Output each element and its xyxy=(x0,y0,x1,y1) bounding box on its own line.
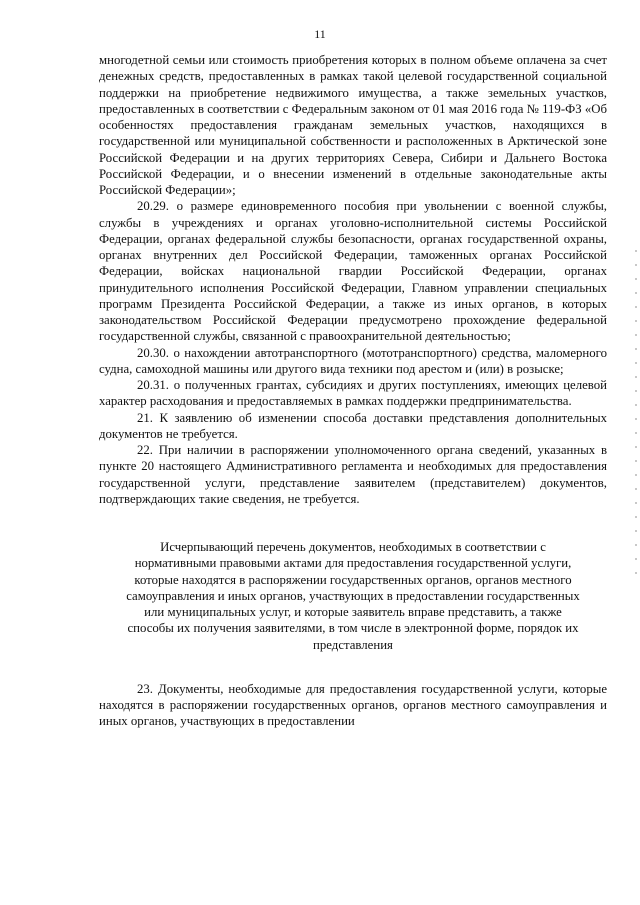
paragraph-20-30: 20.30. о нахождении автотранспортного (мототранспортного) средства, маломерного судна, самоходной машины или другого вида техники под арестом и (или) в розыске; xyxy=(99,345,607,376)
paragraph-20-31: 20.31. о полученных грантах, субсидиях и других поступлениях, имеющих целевой характер расходования и предоставляемых в рамках поддержки предпринимательства. xyxy=(99,378,607,409)
section-heading: Исчерпывающий перечень документов, необходимых в соответствии с нормативными правовыми актами для предоставления государственной услуги, которые находятся в распоряжении государственных органов, органов местного самоуправления и иных органов, участвующих в предоставлении государственных или муниципальных услуг, и которые заявитель вправе представить, а также способы их получения заявителями, в том числе в электронной форме, порядок их представления xyxy=(126,540,580,652)
paragraph-21: 21. К заявлению об изменении способа доставки представления дополнительных документов не требуется. xyxy=(99,410,607,441)
page-number: 11 xyxy=(314,27,326,41)
paragraph-23: 23. Документы, необходимые для предоставления государственной услуги, которые находятся в распоряжении государственных органов, органов местного самоуправления и иных органов, участвующих в предоставлении xyxy=(99,681,607,729)
paragraph-continuation: многодетной семьи или стоимость приобретения которых в полном объеме оплачена за счет денежных средств, предоставленных в рамках такой целевой государственной социальной поддержки на приобретение недвижимого имущества, а также земельных участков, предоставленных в соответствии с Федеральным законом от 01 мая 2016 года № 119-ФЗ «Об особенностях предоставления гражданам земельных участков, находящихся в государственной или муниципальной собственности и расположенных в Арктической зоне Российской Федерации и на других территориях Севера, Сибири и Дальнего Востока Российской Федерации, и о внесении изменений в отдельные законодательные акты Российской Федерации»; xyxy=(99,53,607,197)
paragraph-20-29: 20.29. о размере единовременного пособия при увольнении с военной службы, службы в учреждениях и органах уголовно-исполнительной системы Российской Федерации, органах федеральной службы безопасности, органах государственной охраны, органах внутренних дел Российской Федерации, таможенных органах Российской Федерации, войсках национальной гвардии Российской Федерации, органах принудительного исполнения Российской Федерации, Главном управлении специальных программ Президента Российской Федерации, а также из иных органов, в которых законодательством Российской Федерации предусмотрено прохождение федеральной государственной службы, связанной с правоохранительной деятельностью; xyxy=(99,199,607,344)
paragraph-22: 22. При наличии в распоряжении уполномоченного органа сведений, указанных в пункте 20 настоящего Административного регламента и необходимых для предоставления государственной услуги, представление заявителем (представителем) документов, подтверждающих такие сведения, не требуется. xyxy=(99,443,607,506)
scan-margin-marks xyxy=(635,250,637,580)
document-body xyxy=(99,52,607,730)
